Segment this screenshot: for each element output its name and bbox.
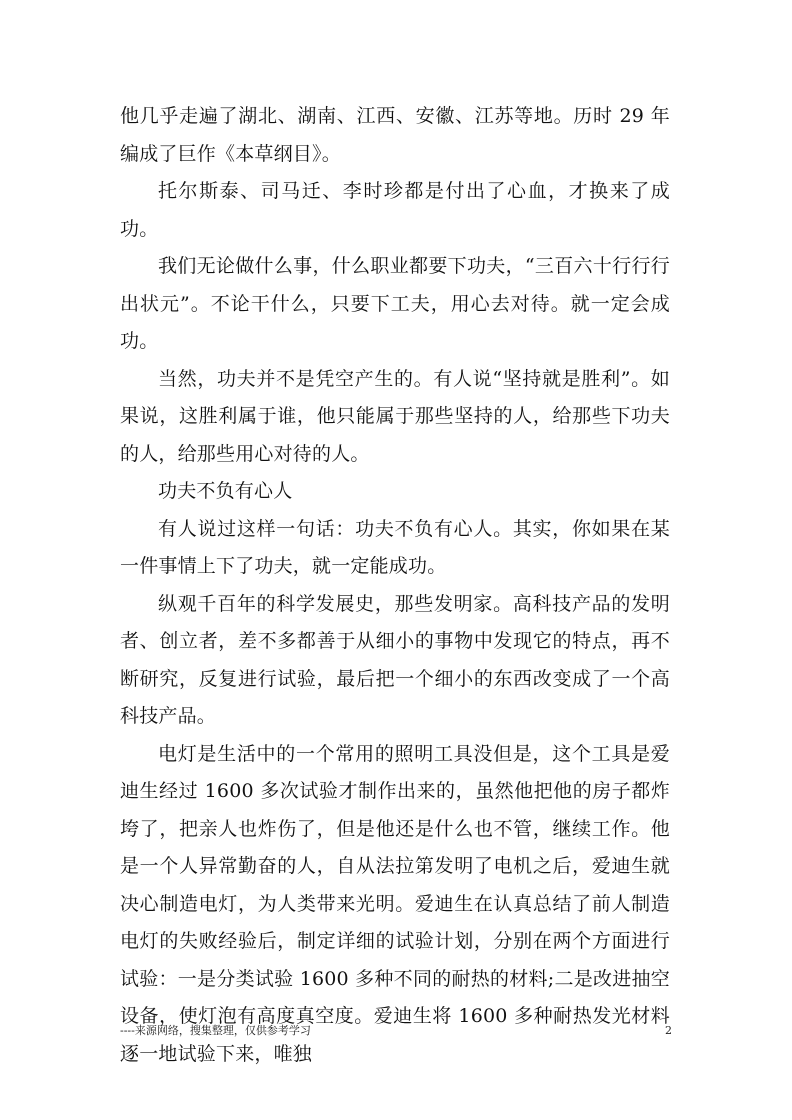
- page-number: 2: [665, 1024, 672, 1037]
- paragraph: 电灯是生活中的一个常用的照明工具没但是，这个工具是爱迪生经过 1600 多次试验才制作出来的，虽然他把他的房子都炸垮了，把亲人也炸伤了，但是他还是什么也不管，继续工作。他是一个人异常勤奋的人，自从法拉第发明了电机之后，爱迪生就决心制造电灯，为人类带来光明。爱迪生在认真总结了前人制造电灯的失败经验后，制定详细的试验计划，分别在两个方面进行试验：一是分类试验 1600 多种不同的耐热的材料;二是改进抽空设备，使灯泡有高度真空度。爱迪生将 1600 多种耐热发光材料逐一地试验下来，唯独: [120, 742, 670, 1065]
- paragraph: 他几乎走遍了湖北、湖南、江西、安徽、江苏等地。历时 29 年编成了巨作《本草纲目》。: [120, 105, 670, 165]
- paragraph: 我们无论做什么事，什么职业都要下功夫，“三百六十行行行出状元”。不论干什么，只要下工夫，用心去对待。就一定会成功。: [120, 255, 670, 352]
- paragraph: 托尔斯泰、司马迁、李时珍都是付出了心血，才换来了成功。: [120, 180, 670, 240]
- paragraph: 有人说过这样一句话：功夫不负有心人。其实，你如果在某一件事情上下了功夫，就一定能成功。: [120, 517, 670, 577]
- paragraph: 纵观千百年的科学发展史，那些发明家。高科技产品的发明者、创立者，差不多都善于从细小的事物中发现它的特点，再不断研究，反复进行试验，最后把一个细小的东西改变成了一个高科技产品。: [120, 592, 670, 727]
- footer-source-note: ----来源网络，搜集整理，仅供参考学习: [120, 1024, 311, 1037]
- section-heading: 功夫不负有心人: [158, 480, 293, 502]
- page-footer: [120, 1021, 672, 1041]
- body-text: [120, 98, 670, 1073]
- paragraph: 当然，功夫并不是凭空产生的。有人说“坚持就是胜利”。如果说，这胜利属于谁，他只能属于那些坚持的人，给那些下功夫的人，给那些用心对待的人。: [120, 367, 670, 465]
